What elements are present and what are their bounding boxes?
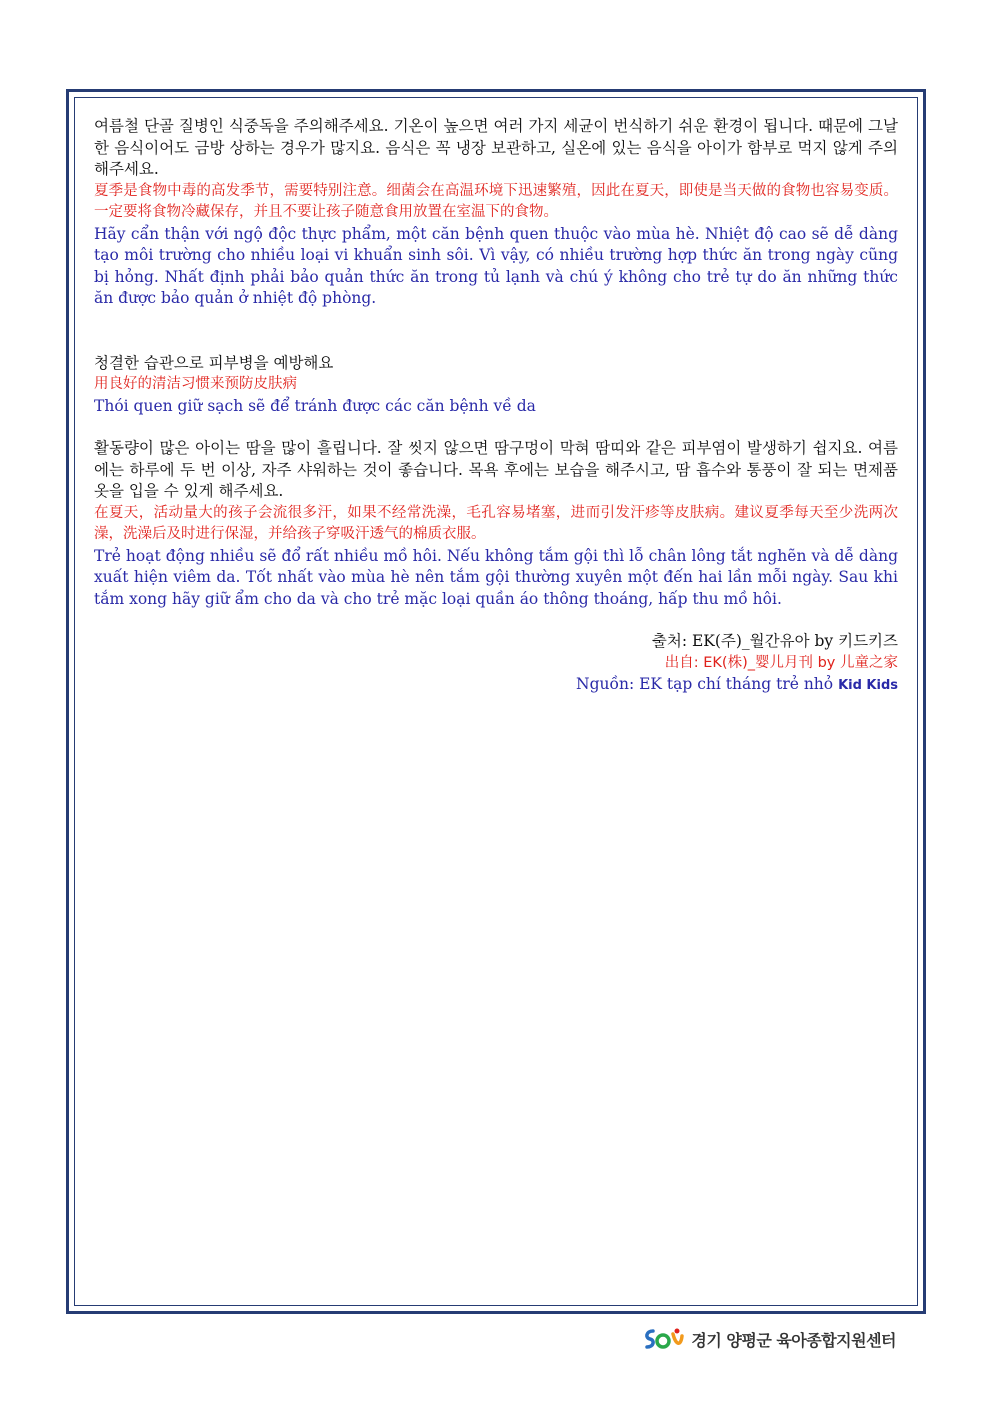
- heading2-chinese: 用良好的清洁习惯来预防皮肤病: [94, 376, 297, 392]
- section1-korean: 여름철 단골 질병인 식중독을 주의해주세요. 기온이 높으면 여러 가지 세균이 번식하기 쉬운 환경이 됩니다. 때문에 그날 한 음식이어도 금방 상하는 경우가 많지요. 음식은 꼭 냉장 보관하고, 실온에 있는 음식을 아이가 함부로 먹지 않게 주의해주세요.: [94, 117, 898, 178]
- section2-chinese: 在夏天，活动量大的孩子会流很多汗，如果不经常洗澡，毛孔容易堵塞，进而引发汗疹等皮肤病。建议夏季每天至少洗两次澡，洗澡后及时进行保湿，并给孩子穿吸汗透气的棉质衣服。: [94, 504, 898, 542]
- section1-chinese: 夏季是食物中毒的高发季节，需要特别注意。细菌会在高温环境下迅速繁殖，因此在夏天，即使是当天做的食物也容易变质。一定要将食物冷藏保存，并且不要让孩子随意食用放置在室温下的食物。: [94, 182, 898, 220]
- section2-vietnamese: Trẻ hoạt động nhiều sẽ đổ rất nhiều mồ hôi. Nếu không tắm gội thì lỗ chân lông tắt nghẽn và dễ dàng xuất hiện viêm da. Tốt nhất vào mùa hè nên tắm gội thường xuyên một đến hai lần mỗi ngày. Sau khi tắm xong hãy giữ ẩm cho da và cho trẻ mặc loại quần áo thông thoáng, hấp thu mồ hôi.: [94, 546, 898, 608]
- section2-korean: 활동량이 많은 아이는 땀을 많이 흘립니다. 잘 씻지 않으면 땀구멍이 막혀 땀띠와 같은 피부염이 발생하기 쉽지요. 여름에는 하루에 두 번 이상, 자주 샤워하는 것이 좋습니다. 목욕 후에는 보습을 해주시고, 땀 흡수와 통풍이 잘 되는 면제품 옷을 입을 수 있게 해주세요.: [94, 439, 898, 500]
- source-korean: 출처: EK(주)_월간유아 by 키드키즈: [651, 632, 898, 650]
- spacer: [94, 310, 898, 353]
- spacer: [94, 417, 898, 438]
- source-vi-brand: Kid Kids: [838, 678, 898, 693]
- source-chinese: 出自: EK(株)_婴儿月刊 by 儿童之家: [664, 654, 898, 671]
- footer-org-name: 경기 양평군 육아종합지원센터: [691, 1330, 896, 1350]
- center-logo-icon: [641, 1326, 685, 1352]
- section1-vietnamese: Hãy cẩn thận với ngộ độc thực phẩm, một căn bệnh quen thuộc vào mùa hè. Nhiệt độ cao sẽ dễ dàng tạo môi trường cho nhiều loại vi khuẩn sinh sôi. Vì vậy, có nhiều trường hợp thức ăn trong ngày cũng bị hỏng. Nhất định phải bảo quản thức ăn trong tủ lạnh và chú ý không cho trẻ tự do ăn những thức ăn được bảo quản ở nhiệt độ phòng.: [94, 224, 898, 307]
- source-vi-prefix: Nguồn: EK tạp chí tháng trẻ nhỏ: [576, 675, 839, 693]
- heading2-vietnamese: Thói quen giữ sạch sẽ để tránh được các căn bệnh về da: [94, 396, 536, 415]
- source-vietnamese: [94, 674, 898, 697]
- document-body: [94, 116, 898, 697]
- source-credits: [94, 631, 898, 697]
- heading2-korean: 청결한 습관으로 피부병을 예방해요: [94, 353, 334, 372]
- footer: [641, 1326, 896, 1352]
